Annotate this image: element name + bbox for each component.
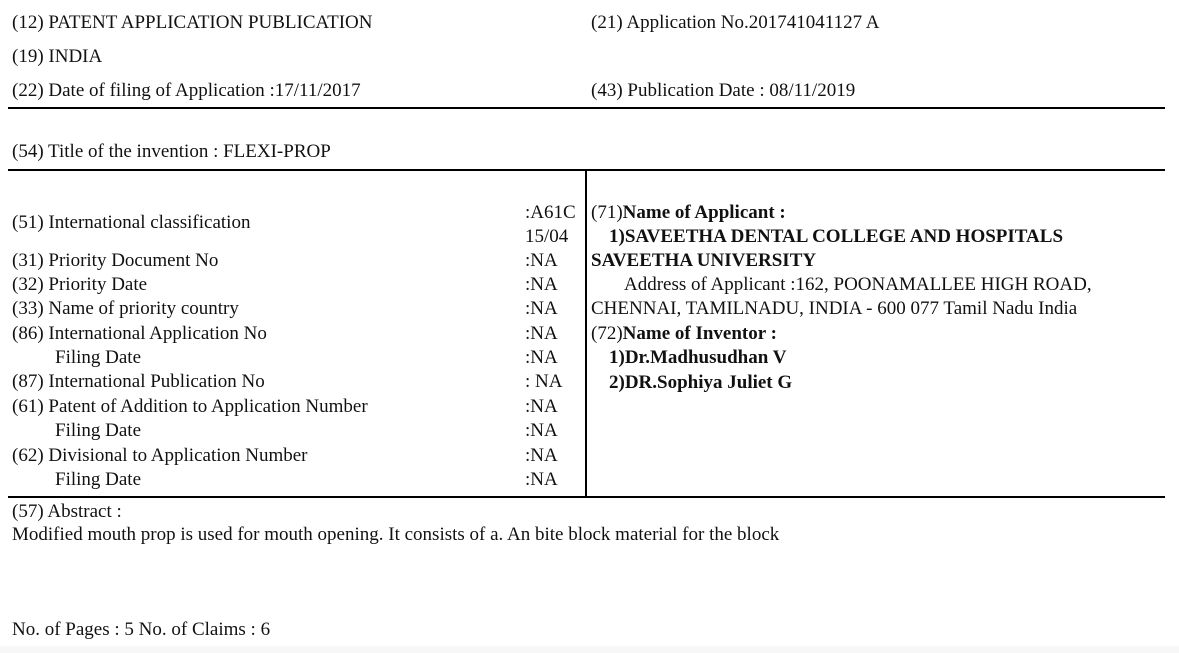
abstract-divider	[8, 496, 1165, 498]
header-divider	[8, 107, 1165, 109]
applicant-name-continued: SAVEETHA UNIVERSITY	[591, 250, 817, 271]
publication-type: (12) PATENT APPLICATION PUBLICATION	[12, 12, 373, 33]
field-label: (31) Priority Document No	[12, 250, 219, 271]
inventor-name: 1)Dr.Madhusudhan V	[609, 347, 787, 368]
field-label: (86) International Application No	[12, 323, 267, 344]
field-value: :NA	[525, 420, 558, 441]
applicant-address: Address of Applicant :162, POONAMALLEE HIGH ROAD,	[624, 274, 1092, 295]
inventor-name: 2)DR.Sophiya Juliet G	[609, 372, 793, 393]
field-value: :NA	[525, 469, 558, 490]
inventor-heading-label: Name of Inventor :	[622, 323, 777, 344]
field-label: (61) Patent of Addition to Application Number	[12, 396, 368, 417]
field-label: (62) Divisional to Application Number	[12, 445, 308, 466]
applicant-heading	[591, 201, 786, 225]
field-label: (51) International classification	[12, 212, 251, 233]
publication-date: (43) Publication Date : 08/11/2019	[591, 80, 856, 101]
field-label: (87) International Publication No	[12, 371, 265, 392]
abstract-text: Modified mouth prop is used for mouth opening. It consists of a. An bite block material for the block	[12, 524, 780, 545]
applicant-heading-prefix: (71)	[591, 202, 623, 223]
application-number: (21) Application No.201741041127 A	[591, 12, 880, 33]
abstract-heading: (57) Abstract :	[12, 501, 122, 522]
field-label: Filing Date	[55, 420, 142, 441]
field-value: :NA	[525, 445, 558, 466]
field-label: (32) Priority Date	[12, 274, 148, 295]
applicant-address-continued: CHENNAI, TAMILNADU, INDIA - 600 077 Tamil Nadu India	[591, 298, 1078, 319]
inventor-heading-prefix: (72)	[591, 323, 623, 344]
field-label: Filing Date	[55, 469, 142, 490]
filing-date: (22) Date of filing of Application :17/11/2017	[12, 80, 361, 101]
field-value: :NA	[525, 347, 558, 368]
invention-title: (54) Title of the invention : FLEXI-PROP	[12, 141, 331, 162]
field-value: :NA	[525, 298, 558, 319]
field-value: :NA	[525, 250, 558, 271]
country: (19) INDIA	[12, 46, 103, 67]
applicant-name: 1)SAVEETHA DENTAL COLLEGE AND HOSPITALS	[609, 226, 1064, 247]
field-label: Filing Date	[55, 347, 142, 368]
field-label: (33) Name of priority country	[12, 298, 239, 319]
field-value: :NA	[525, 274, 558, 295]
pages-claims-count: No. of Pages : 5 No. of Claims : 6	[12, 619, 271, 640]
field-value: :A61C	[525, 202, 576, 223]
page-bottom-edge	[0, 646, 1179, 653]
applicant-heading-label: Name of Applicant :	[622, 202, 786, 223]
column-divider	[585, 170, 587, 497]
field-value: :NA	[525, 396, 558, 417]
field-value: :NA	[525, 323, 558, 344]
field-value: : NA	[525, 371, 563, 392]
inventor-heading	[591, 322, 777, 346]
field-value-continued: 15/04	[525, 226, 569, 247]
